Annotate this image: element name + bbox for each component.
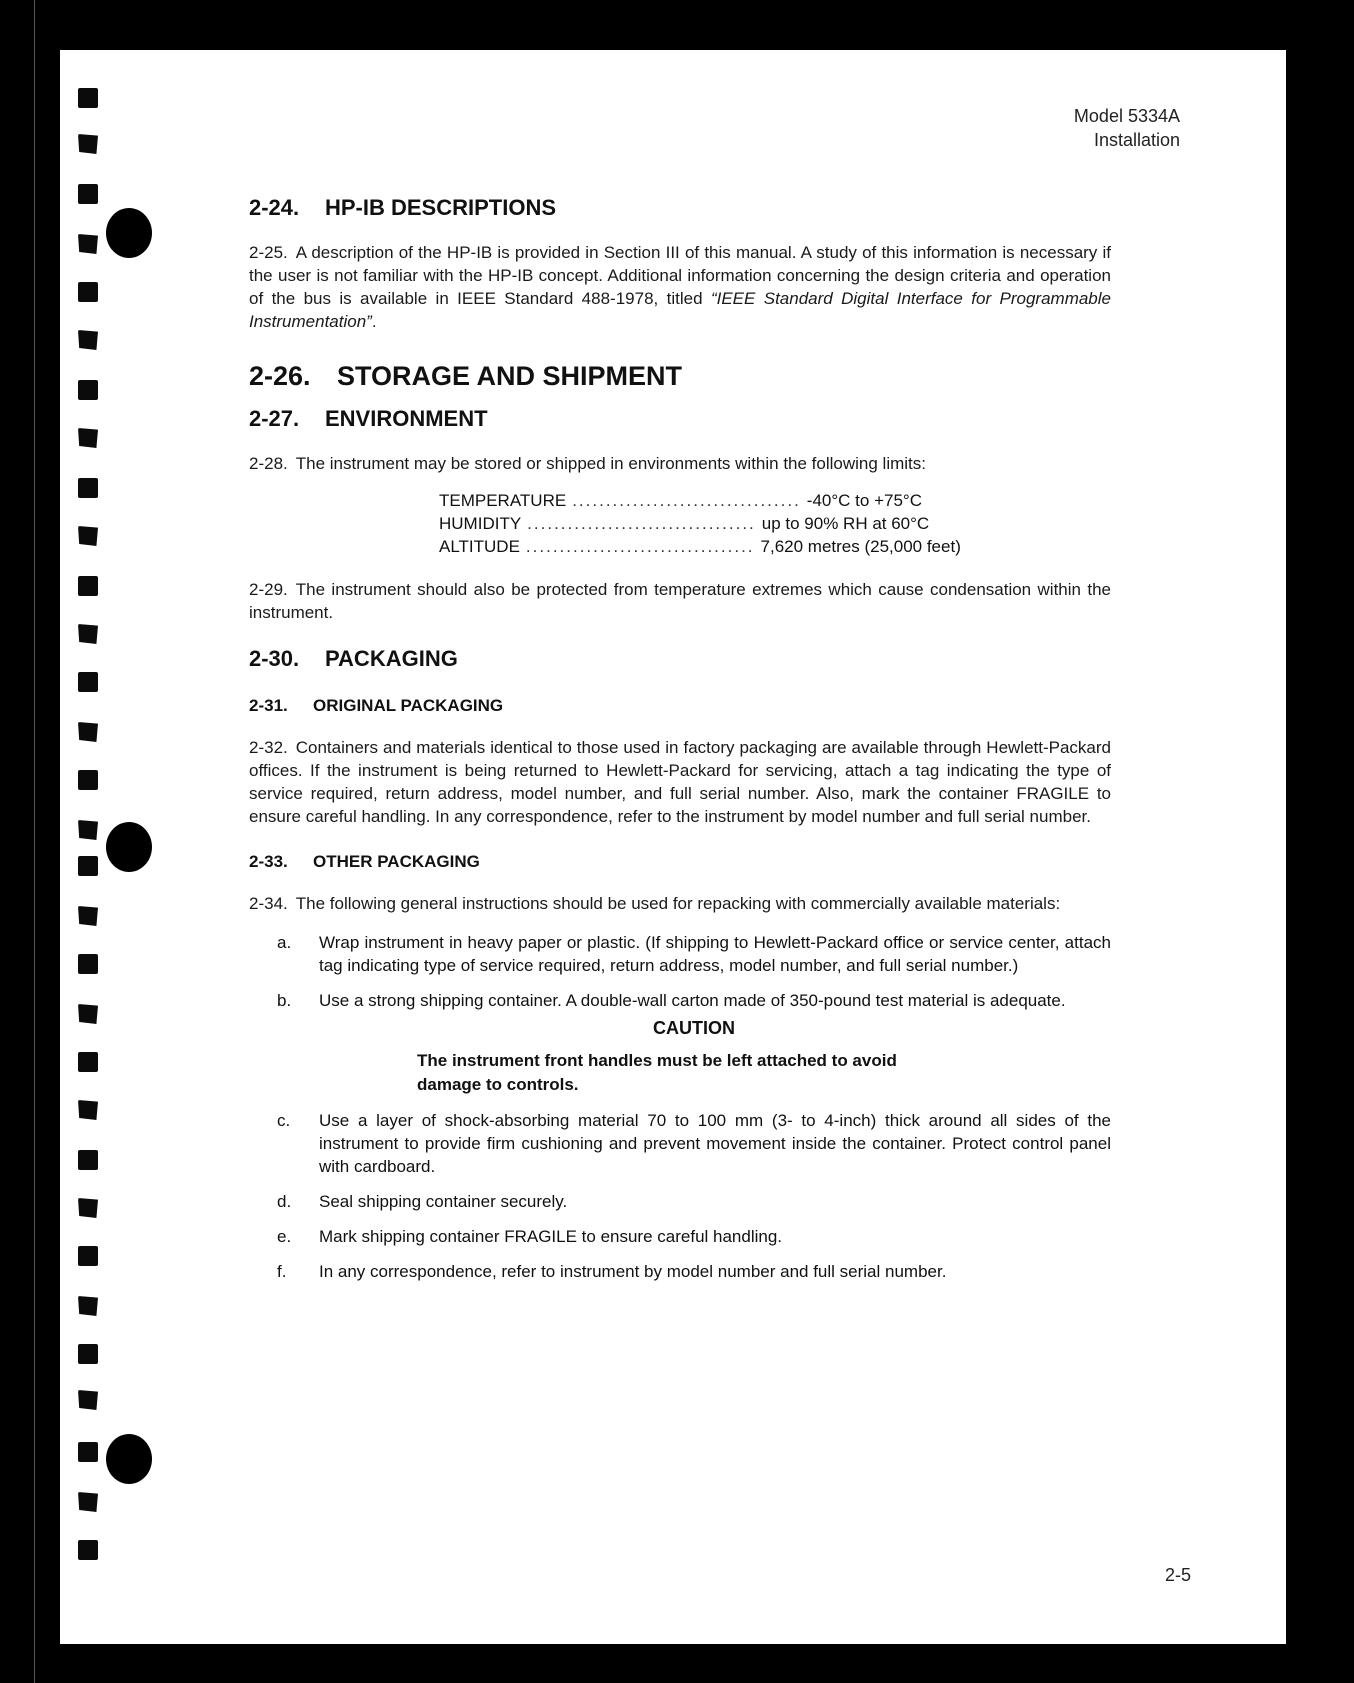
subsection-heading: [249, 852, 1111, 872]
binder-hole: [78, 624, 98, 644]
document-page: [60, 50, 1286, 1644]
binder-hole: [78, 88, 98, 108]
section-title: PACKAGING: [325, 646, 458, 671]
binder-hole: [78, 1540, 98, 1560]
section-heading: [249, 406, 1111, 432]
list-item: [277, 931, 1111, 977]
spec-row: [439, 489, 922, 512]
paragraph-text: The instrument may be stored or shipped in environments within the following limits:: [295, 454, 926, 473]
list-item-letter: e.: [277, 1227, 292, 1246]
standard-title: “IEEE Standard Digital Interface for Programmable Instrumentation”: [249, 289, 1111, 331]
list-item: [277, 1190, 1111, 1213]
binder-hole: [78, 906, 98, 926]
section-number: 2-26.: [249, 361, 311, 391]
list-item-letter: b.: [277, 991, 292, 1010]
list-item-text: Seal shipping container securely.: [319, 1192, 568, 1211]
page-header: [1074, 104, 1180, 152]
section-number: 2-27.: [249, 406, 300, 431]
binder-hole: [78, 1296, 98, 1316]
binder-hole: [78, 1052, 98, 1072]
binder-hole: [78, 282, 98, 302]
binder-hole: [78, 330, 98, 350]
caution-title: CAUTION: [653, 1018, 735, 1038]
binder-hole: [78, 134, 98, 154]
binder-hole: [78, 856, 98, 876]
binder-hole: [78, 478, 98, 498]
binder-hole: [78, 1150, 98, 1170]
spec-row: [439, 535, 961, 558]
section-title: STORAGE AND SHIPMENT: [337, 361, 683, 391]
header-model: Model 5334A: [1073, 106, 1180, 126]
section-title: ENVIRONMENT: [325, 406, 488, 431]
binder-hole: [78, 722, 98, 742]
binder-hole: [78, 672, 98, 692]
list-item-text: Wrap instrument in heavy paper or plastic. (If shipping to Hewlett-Packard office or service center, attach tag indicating type of service required, return address, model number, and full serial number.): [319, 933, 1111, 975]
binder-hole: [78, 770, 98, 790]
binder-hole: [78, 820, 98, 840]
binder-hole: [78, 1442, 98, 1462]
list-item-letter: d.: [277, 1192, 292, 1211]
paragraph: [249, 241, 1111, 333]
binder-hole: [78, 428, 98, 448]
paragraph-text: The following general instructions should be used for repacking with commercially available materials:: [295, 894, 1061, 913]
section-number: 2-30.: [249, 646, 300, 671]
binder-hole: [78, 1344, 98, 1364]
binder-hole: [78, 526, 98, 546]
binder-hole: [78, 1004, 98, 1024]
binder-hole: [78, 1246, 98, 1266]
spec-row: [439, 512, 930, 535]
punch-hole: [106, 822, 152, 872]
binder-hole: [78, 1390, 98, 1410]
paragraph-number: 2-29.: [249, 580, 288, 599]
packing-instructions-list: [277, 931, 1111, 1012]
list-item-letter: a.: [277, 933, 292, 952]
binder-hole: [78, 1492, 98, 1512]
binder-hole: [78, 380, 98, 400]
paragraph: [249, 892, 1111, 915]
caution-text: The instrument front handles must be left attached to avoid damage to controls.: [417, 1051, 897, 1094]
section-heading: [249, 361, 1111, 392]
header-section: Installation: [1093, 130, 1180, 150]
dot-leader: ..................................: [527, 514, 756, 533]
spec-value: 7,620 metres (25,000 feet): [760, 537, 961, 556]
section-number: 2-24.: [249, 195, 300, 220]
list-item-text: Use a strong shipping container. A double-wall carton made of 350-pound test material is adequate.: [319, 991, 1066, 1010]
section-number: 2-33.: [249, 852, 288, 871]
paragraph: [249, 736, 1111, 828]
binder-hole: [78, 576, 98, 596]
section-title: HP-IB DESCRIPTIONS: [325, 195, 557, 220]
paragraph: [249, 578, 1111, 624]
paragraph-text: The instrument should also be protected from temperature extremes which cause condensation within the instrument.: [249, 580, 1111, 622]
scan-edge-line: [34, 0, 35, 1683]
list-item-text: Use a layer of shock-absorbing material 70 to 100 mm (3- to 4-inch) thick around all sides of the instrument to provide firm cushioning and prevent movement inside the container. Protect control panel with cardboard.: [319, 1111, 1111, 1176]
paragraph-number: 2-25.: [249, 243, 288, 262]
packing-instructions-list-continued: [277, 1109, 1111, 1283]
section-title: OTHER PACKAGING: [313, 852, 480, 871]
binder-hole: [78, 184, 98, 204]
paragraph-text: Containers and materials identical to those used in factory packaging are available through Hewlett-Packard offices. If the instrument is being returned to Hewlett-Packard for servicing, attach a tag indicating the type of service required, return address, model number, and full serial number. Also, mark the container FRAGILE to ensure careful handling. In any correspondence, refer to the instrument by model number and full serial number.: [249, 738, 1111, 826]
list-item: [277, 1225, 1111, 1248]
section-heading: [249, 646, 1111, 672]
section-heading: [249, 195, 1111, 221]
paragraph-number: 2-28.: [249, 454, 288, 473]
list-item-letter: f.: [277, 1262, 287, 1281]
paragraph-text: A description of the HP-IB is provided in Section III of this manual. A study of this information is necessary if the user is not familiar with the HP-IB concept. Additional information concerning the design criteria and operation of the bus is available in IEEE Standard 488-1978, titled: [249, 243, 1111, 308]
spec-label: HUMIDITY: [439, 514, 522, 533]
spec-value: up to 90% RH at 60°C: [761, 514, 930, 533]
punch-hole: [106, 1434, 152, 1484]
paragraph-number: 2-32.: [249, 738, 288, 757]
list-item: [277, 989, 1111, 1012]
list-item-text: In any correspondence, refer to instrument by model number and full serial number.: [319, 1262, 947, 1281]
binder-hole: [78, 234, 98, 254]
dot-leader: ..................................: [572, 491, 801, 510]
spec-value: -40°C to +75°C: [806, 491, 922, 510]
paragraph-end: .: [371, 312, 377, 331]
section-number: 2-31.: [249, 696, 288, 715]
binder-hole: [78, 1198, 98, 1218]
list-item-text: Mark shipping container FRAGILE to ensure careful handling.: [319, 1227, 783, 1246]
spec-label: TEMPERATURE: [439, 491, 567, 510]
binder-hole: [78, 1100, 98, 1120]
paragraph-number: 2-34.: [249, 894, 288, 913]
list-item-letter: c.: [277, 1111, 291, 1130]
spec-label: ALTITUDE: [439, 537, 520, 556]
dot-leader: ..................................: [525, 537, 755, 556]
page-number: 2-5: [1164, 1565, 1191, 1585]
section-title: ORIGINAL PACKAGING: [313, 696, 504, 715]
page-content: [249, 195, 1111, 1283]
binder-strip: [78, 50, 108, 1644]
punch-hole: [106, 208, 152, 258]
paragraph: [249, 452, 1111, 475]
list-item: [277, 1109, 1111, 1178]
subsection-heading: [249, 696, 1111, 716]
list-item: [277, 1260, 1111, 1283]
binder-hole: [78, 954, 98, 974]
environment-spec-table: [439, 489, 961, 558]
